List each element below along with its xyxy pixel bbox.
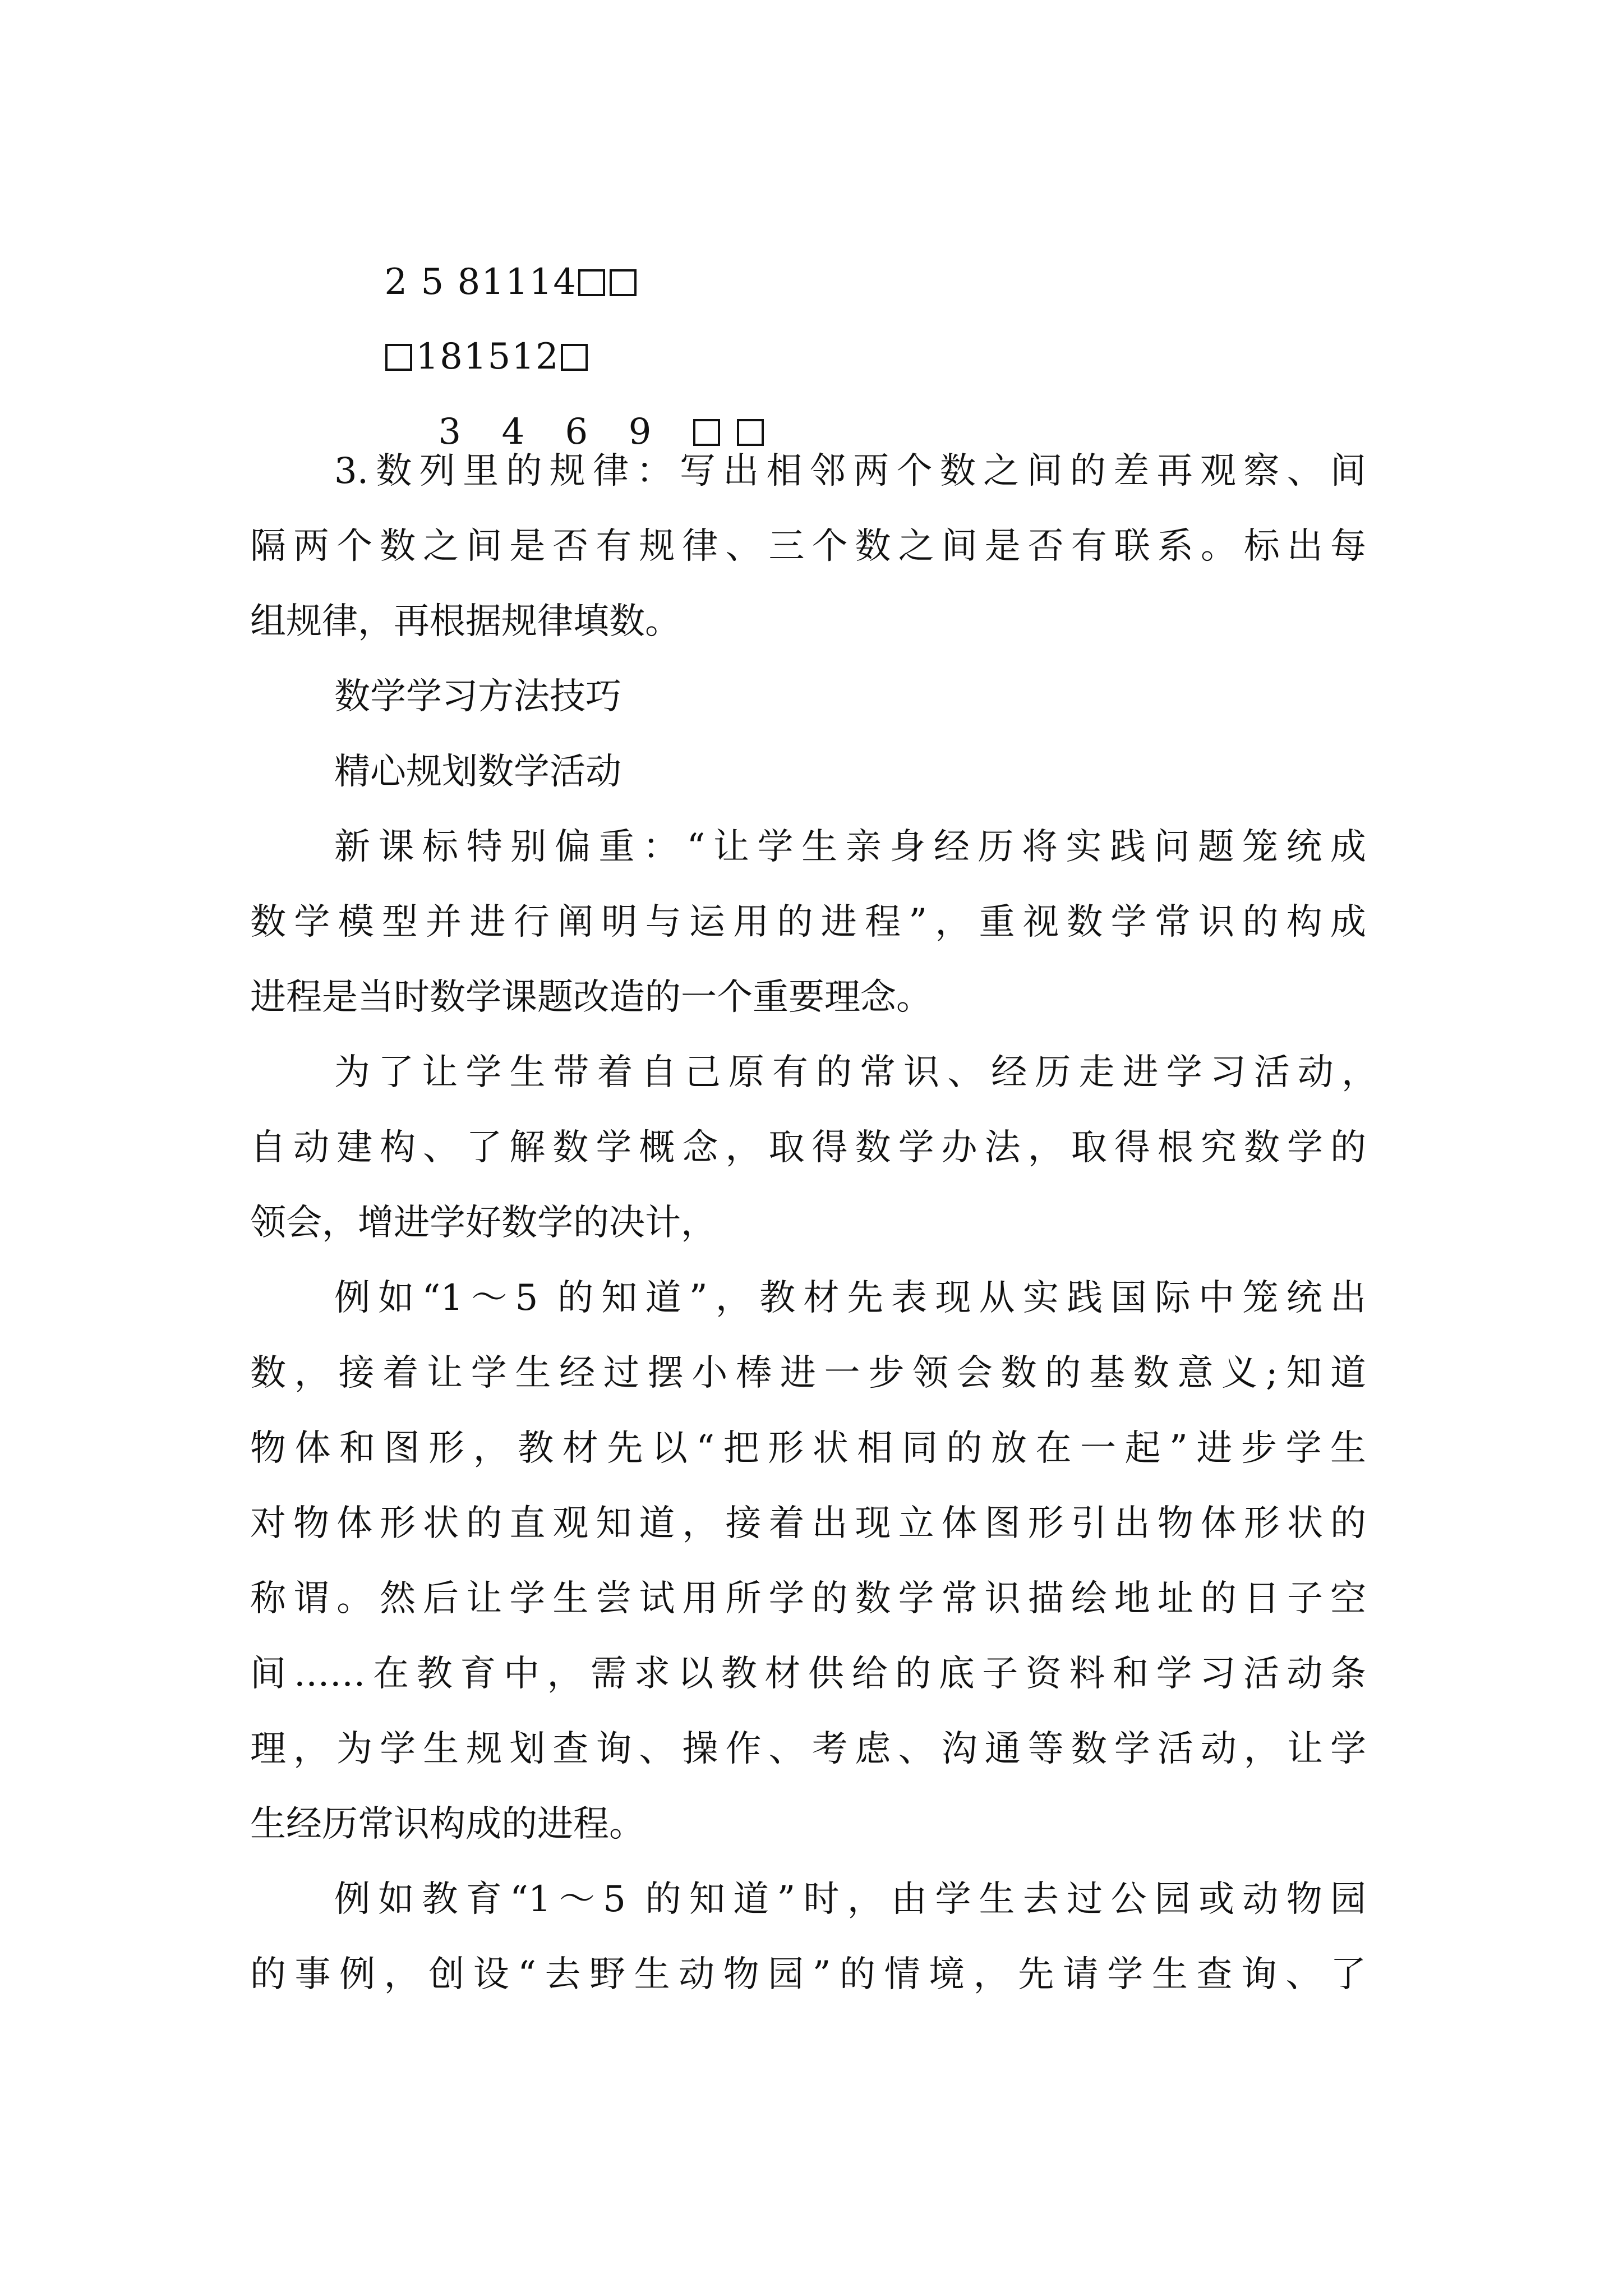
paragraph-line: 3.数列里的规律：写出相邻两个数之间的差再观察、间 xyxy=(334,450,1366,492)
blank-box xyxy=(578,269,605,296)
paragraph-line: 为了让学生带着自己原有的常识、经历走进学习活动， xyxy=(334,1052,1377,1093)
paragraph-line: 自动建构、了解数学概念，取得数学办法，取得根究数学的 xyxy=(250,1127,1366,1168)
paragraph-line: 数学模型并进行阐明与运用的进程”，重视数学常识的构成 xyxy=(250,901,1366,943)
section-heading: 数学学习方法技巧 xyxy=(334,676,621,717)
paragraph-line: 对物体形状的直观知道，接着出现立体图形引出物体形状的 xyxy=(250,1503,1366,1544)
blank-box xyxy=(693,419,720,446)
blank-box xyxy=(385,344,412,371)
blank-box xyxy=(610,269,637,296)
paragraph-line: 数，接着让学生经过摆小棒进一步领会数的基数意义;知道 xyxy=(250,1352,1366,1394)
paragraph-line: 物体和图形，教材先以“把形状相同的放在一起”进步学生 xyxy=(250,1428,1366,1469)
paragraph-line: 理，为学生规划查询、操作、考虑、沟通等数学活动，让学 xyxy=(250,1728,1366,1770)
paragraph-line: 例如教育“1～5 的知道”时，由学生去过公园或动物园 xyxy=(334,1879,1366,1920)
paragraph-line: 称谓。然后让学生尝试用所学的数学常识描绘地址的日子空 xyxy=(250,1578,1366,1619)
blank-box xyxy=(737,419,764,446)
paragraph-line: 的事例，创设“去野生动物园”的情境，先请学生查询、了 xyxy=(250,1954,1366,1995)
paragraph-line: 组规律，再根据规律填数。 xyxy=(250,601,681,642)
paragraph-line: 生经历常识构成的进程。 xyxy=(250,1803,645,1845)
paragraph-line: 进程是当时数学课题改造的一个重要理念。 xyxy=(250,977,932,1018)
blank-box xyxy=(561,344,588,371)
paragraph-line: 隔两个数之间是否有规律、三个数之间是否有联系。标出每 xyxy=(250,526,1366,567)
paragraph-line: 新课标特别偏重：“让学生亲身经历将实践问题笼统成 xyxy=(334,826,1366,868)
sequence-1-text: 2 5 81114 xyxy=(384,261,578,303)
sequence-2-text: 181512 xyxy=(416,336,560,378)
sequence-3-text: 3 4 6 9 xyxy=(438,411,692,453)
paragraph-line: 领会，增进学好数学的决计， xyxy=(250,1202,717,1244)
section-subheading: 精心规划数学活动 xyxy=(334,751,621,793)
paragraph-line: 间……在教育中，需求以教材供给的底子资料和学习活动条 xyxy=(250,1653,1366,1695)
paragraph-line: 例如“1～5 的知道”，教材先表现从实践国际中笼统出 xyxy=(334,1277,1366,1319)
